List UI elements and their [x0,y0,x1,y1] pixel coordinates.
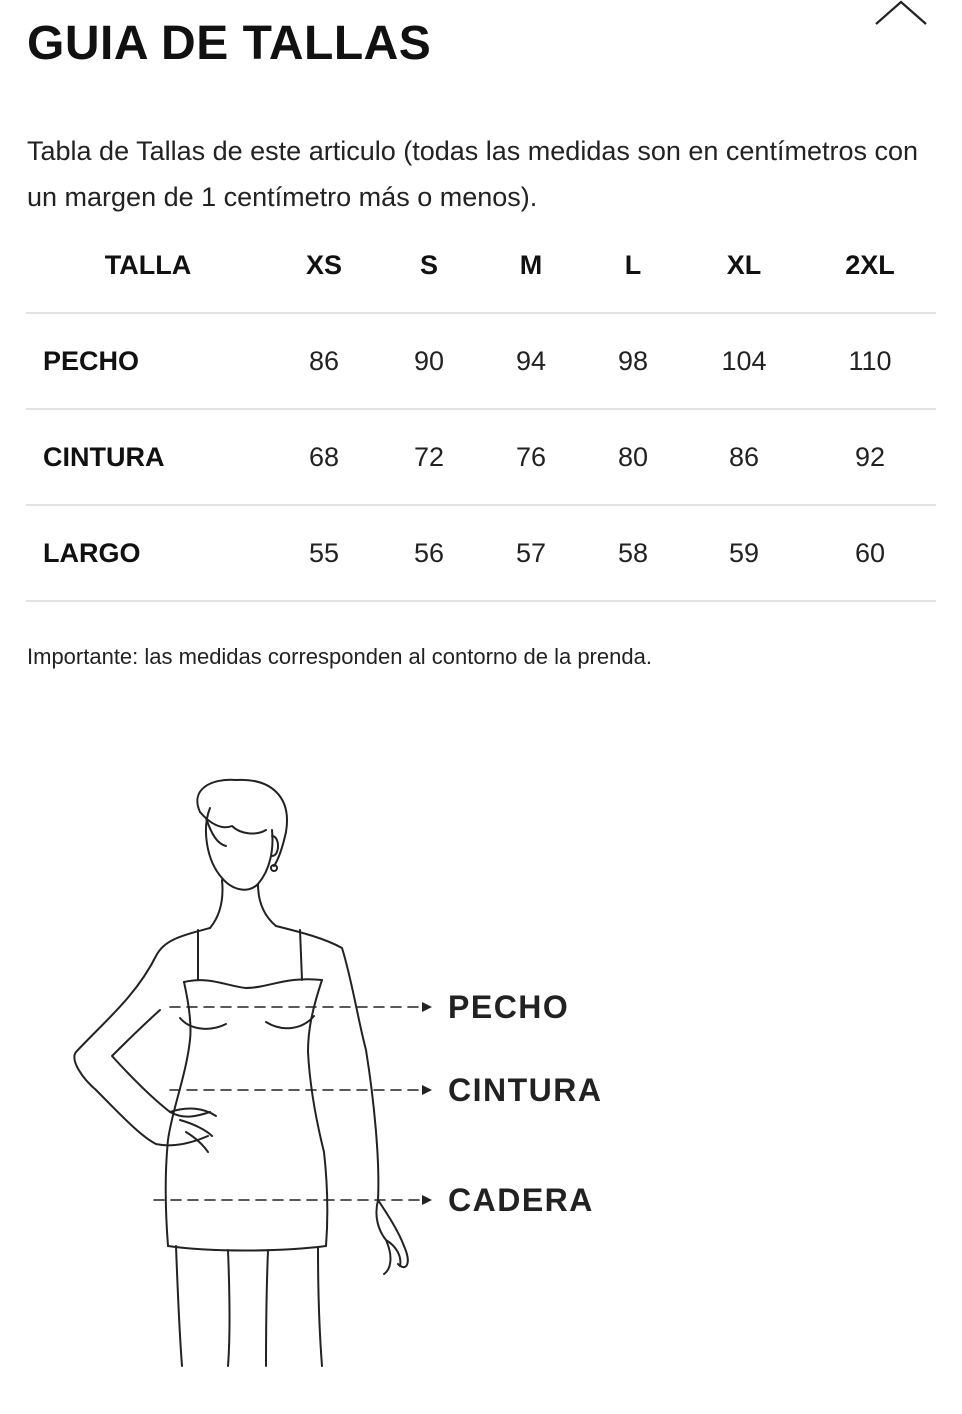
table-cell: 86 [270,313,378,409]
column-header-m: M [480,218,582,313]
table-cell: 72 [378,409,480,505]
table-cell: 90 [378,313,480,409]
column-header-xl: XL [684,218,804,313]
measurement-diagram [60,760,640,1380]
column-header-talla: TALLA [26,218,270,313]
row-label: LARGO [26,505,270,601]
size-guide-intro: Tabla de Tallas de este articulo (todas las medidas son en centímetros con un margen de 1 centímetro más o menos). [27,136,918,212]
table-cell: 57 [480,505,582,601]
hip-label: CADERA [448,1182,594,1218]
table-cell: 55 [270,505,378,601]
measurement-note: Importante: las medidas corresponden al contorno de la prenda. [27,644,652,669]
table-cell: 104 [684,313,804,409]
table-cell: 86 [684,409,804,505]
table-cell: 92 [804,409,936,505]
column-header-xs: XS [270,218,378,313]
table-row-pecho [26,313,936,409]
table-cell: 59 [684,505,804,601]
table-cell: 94 [480,313,582,409]
close-button[interactable] [872,0,930,30]
table-header-row [26,218,936,313]
table-cell: 68 [270,409,378,505]
table-cell: 58 [582,505,684,601]
table-cell: 56 [378,505,480,601]
chest-label: PECHO [448,989,570,1025]
table-row-largo [26,505,936,601]
row-label: PECHO [26,313,270,409]
waist-label: CINTURA [448,1072,603,1108]
chevron-up-icon [872,0,930,30]
table-cell: 110 [804,313,936,409]
dress-figure-illustration [60,760,640,1380]
table-cell: 80 [582,409,684,505]
table-cell: 60 [804,505,936,601]
table-cell: 76 [480,409,582,505]
row-label: CINTURA [26,409,270,505]
table-cell: 98 [582,313,684,409]
size-table [26,218,936,602]
table-row-cintura [26,409,936,505]
column-header-l: L [582,218,684,313]
page-title: GUIA DE TALLAS [27,17,432,70]
column-header-2xl: 2XL [804,218,936,313]
column-header-s: S [378,218,480,313]
